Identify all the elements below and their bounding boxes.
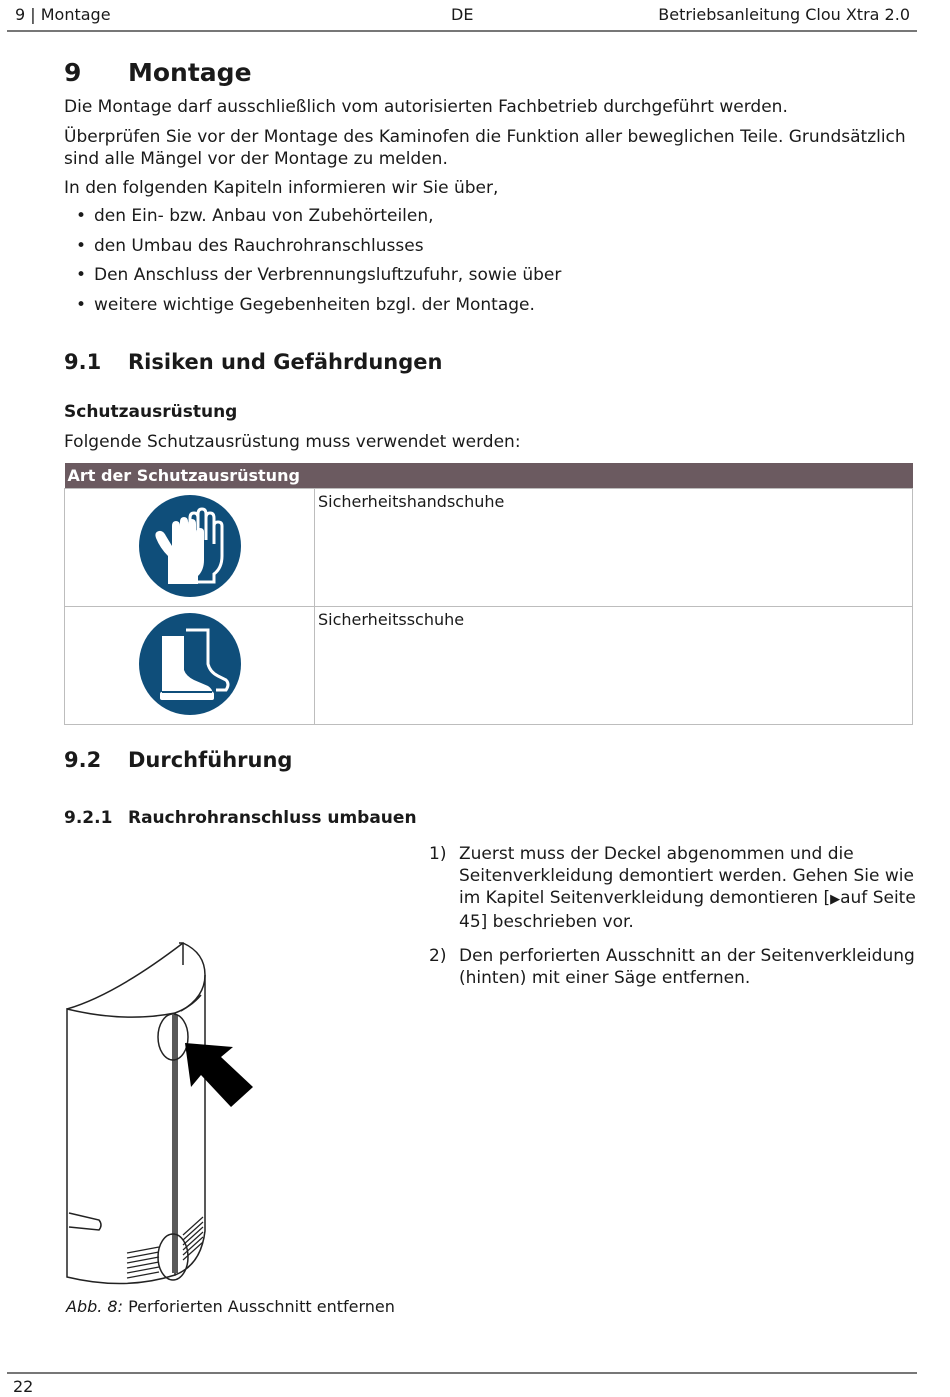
figure-caption-text: Perforierten Ausschnitt entfernen xyxy=(128,1297,395,1316)
table-row xyxy=(65,607,913,725)
list-item: • den Ein- bzw. Anbau von Zubehörteilen, xyxy=(76,206,434,226)
header-language: DE xyxy=(451,5,474,24)
paragraph-3: In den folgenden Kapiteln informieren wir Sie über, xyxy=(64,178,499,198)
protective-equipment-heading: Schutzausrüstung xyxy=(64,402,238,422)
subsection-title: Risiken und Gefährdungen xyxy=(128,350,443,374)
step-number: 2) xyxy=(429,946,447,966)
list-item: • weitere wichtige Gegebenheiten bzgl. der Montage. xyxy=(76,295,535,315)
list-item: • den Umbau des Rauchrohranschlusses xyxy=(76,236,424,256)
paragraph-2: Überprüfen Sie vor der Montage des Kaminofen die Funktion aller beweglichen Teile. Grundsätzlich sind alle Mängel vor der Montage zu melden. xyxy=(64,127,906,169)
figure-label: Abb. 8: xyxy=(66,1297,123,1316)
table-cell-icon xyxy=(65,607,315,725)
table-cell-icon xyxy=(65,489,315,607)
subsection-title: Durchführung xyxy=(128,748,293,772)
section-number: 9 xyxy=(64,58,82,87)
table-cell-label: Sicherheitshandschuhe xyxy=(315,489,913,607)
step-number: 1) xyxy=(429,844,447,864)
arrow-pointer-icon xyxy=(185,1043,253,1107)
safety-gloves-icon xyxy=(138,494,242,598)
section-title: Montage xyxy=(128,58,252,87)
footer-rule xyxy=(7,1372,917,1374)
table-cell-label: Sicherheitsschuhe xyxy=(315,607,913,725)
subsection-number: 9.1 xyxy=(64,350,102,374)
safety-boots-icon xyxy=(138,612,242,716)
figure-caption xyxy=(66,1297,395,1316)
table-row xyxy=(65,489,913,607)
protective-equipment-intro: Folgende Schutzausrüstung muss verwendet werden: xyxy=(64,432,521,452)
protective-equipment-table xyxy=(64,463,913,725)
header-chapter: 9 | Montage xyxy=(15,5,111,24)
table-header: Art der Schutzausrüstung xyxy=(65,463,913,489)
subsubsection-number: 9.2.1 xyxy=(64,808,113,828)
link-arrow-icon: ▶ xyxy=(830,892,841,907)
subsubsection-title: Rauchrohranschluss umbauen xyxy=(128,808,417,828)
subsection-number: 9.2 xyxy=(64,748,102,772)
header-rule xyxy=(7,30,917,32)
list-item: • Den Anschluss der Verbrennungsluftzufuhr, sowie über xyxy=(76,265,562,285)
page-number: 22 xyxy=(13,1377,34,1396)
side-panel-illustration xyxy=(55,935,265,1297)
header-doc-title: Betriebsanleitung Clou Xtra 2.0 xyxy=(658,5,910,24)
paragraph-1: Die Montage darf ausschließlich vom autorisierten Fachbetrieb durchgeführt werden. xyxy=(64,97,788,117)
step-text: Zuerst muss der Deckel abgenommen und die Seitenverkleidung demontiert werden. Gehen Sie wie im Kapitel Seitenverkleidung demontieren [▶auf Seite 45] beschrieben vor. xyxy=(459,844,916,932)
page-reference-link[interactable]: auf Seite 45 xyxy=(459,888,916,932)
step-text: Den perforierten Ausschnitt an der Seitenverkleidung (hinten) mit einer Säge entfernen. xyxy=(459,946,915,988)
